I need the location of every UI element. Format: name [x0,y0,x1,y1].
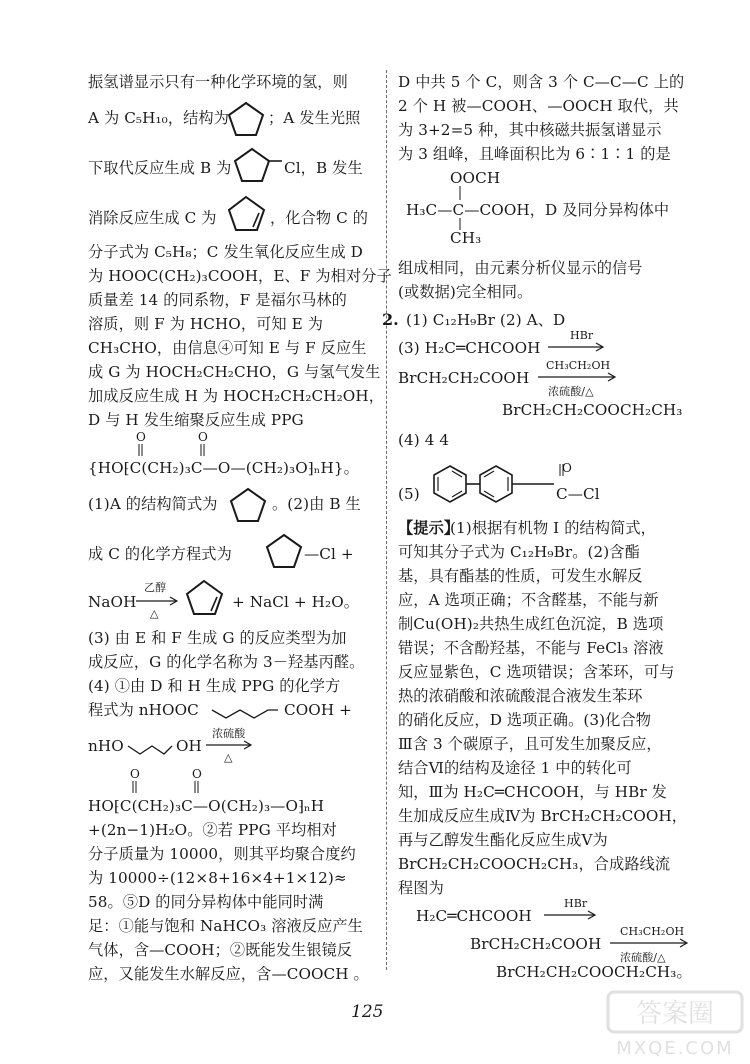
text-line: H₃C—C—COOH，D 及同分异构体中 [406,201,670,219]
carbonyl-o: O [198,430,208,444]
text-line: (3) H₂C═CHCOOH [398,339,541,357]
reaction-arrow [544,910,598,920]
watermark-logo-icon [606,990,744,1060]
text-line: D 中共 5 个 C，则含 3 个 C—C—C 上的 [398,73,685,91]
text-line: H₂C═CHCOOH [416,907,532,925]
text-line: (1)根据有机物 I 的结构简式， [450,519,656,537]
arrow-label: HBr [564,897,588,910]
ppg-formula: {HO⁅C(CH₂)₃C—O—(CH₂)₃O⁆ₙH}。 [88,459,359,477]
text-line: 生加成反应生成Ⅳ为 BrCH₂CH₂COOH， [398,807,688,825]
text-line: 程式为 nHOOC [88,701,199,719]
text-line: ；A 发生光照 [268,109,361,127]
text-line: 气体，含—COOH；②既能发生银镜反 [88,941,353,959]
arrow-label: 浓硫酸/△ [620,951,666,964]
text-line: OH [176,737,202,755]
arrow-label: 乙醇 [144,581,167,594]
text-line: 结合Ⅵ的结构及途径 1 中的转化可 [398,759,632,777]
arrow-label: CH₃CH₂OH [546,359,611,372]
text-line: 分子质量为 10000，则其平均聚合度约 [88,845,356,863]
text-line: 58。⑤D 的同分异构体中能同时满 [88,893,324,911]
carbonyl-o: O [192,767,202,781]
text-line: 消除反应生成 C 为 [88,209,217,227]
text-line: 的硝化反应，D 选项正确。(3)化合物 [398,711,652,729]
text-line: 错误；不含酚羟基，不能与 FeCl₃ 溶液 [398,639,664,657]
page-number: 125 [351,1002,384,1022]
text-line: (4) ①由 D 和 H 生成 PPG 的化学方 [88,677,341,695]
text-line: ，化合物 C 的 [270,209,369,227]
bond-line [458,186,462,200]
text-line: 振氢谱显示只有一种化学环境的氢，则 [88,73,348,91]
cyclopentene-icon [184,578,226,618]
carbonyl-o: O [136,430,146,444]
text-line: 基，具有酯基的性质，可发生水解反 [398,567,643,585]
chlorocyclopentane-icon [266,532,306,570]
text-line: 再与乙醇发生酯化反应生成Ⅴ为 [398,831,608,849]
text-line: NaOH [88,593,137,611]
text-line: 为 3 组峰，且峰面积比为 6∶1∶1 的是 [398,145,671,163]
double-bond-lines [88,780,248,794]
text-line: BrCH₂CH₂COOCH₂CH₃，合成路线流 [398,855,671,873]
column-divider [386,70,387,970]
double-bond-lines [88,443,248,457]
svg-text:MXQE.COM: MXQE.COM [616,1038,734,1059]
reaction-arrow [548,342,606,352]
text-line: BrCH₂CH₂COOH [398,369,530,387]
text-line: (4) 4 4 [398,431,450,449]
arrow-label: HBr [570,329,594,342]
text-line: (5) [398,485,420,503]
text-line: OOCH [450,169,501,187]
text-line: 成 C 的化学方程式为 [88,545,232,563]
carbonyl-o: O [130,767,140,781]
text-line: 2 个 H 被—COOH、—OOCH 取代，共 [398,97,679,115]
zigzag-chain-icon [210,700,280,720]
text-line: + NaCl + H₂O。 [232,593,360,611]
cyclopentane-icon [228,486,268,524]
text-line: 知，Ⅲ为 H₂C═CHCOOH，与 HBr 发 [398,783,667,801]
text-line: BrCH₂CH₂COOCH₂CH₃ [502,401,683,419]
text-line: A 为 C₅H₁₀，结构为 [88,109,229,127]
text-line: BrCH₂CH₂COOCH₂CH₃。 [496,963,692,981]
text-line: 程图为 [398,879,444,897]
text-line: COOH + [284,701,352,719]
text-line: 成 G 为 HOCH₂CH₂CHO，G 与氢气发生 [88,363,381,381]
text-line: 热的浓硝酸和浓硫酸混合液发生苯环 [398,687,643,705]
text-line: D 与 H 发生缩聚反应生成 PPG [88,411,304,429]
text-line: 为 3+2=5 种，其中核磁共振氢谱显示 [398,121,662,139]
text-line: Ⅲ含 3 个碳原子，且可发生加聚反应， [398,735,662,753]
arrow-label: 浓硫酸/△ [548,385,594,398]
reaction-arrow [610,938,690,948]
cyclopentene-icon [226,194,268,234]
carbonyl-o: O [562,461,572,475]
hint-label: 【提示】 [398,519,460,537]
text-line: 应，A 选项正确；不含醛基，不能与新 [398,591,659,609]
text-line: 反应显紫色，C 选项错误；含苯环，可与 [398,663,675,681]
text-line: 下取代反应生成 B 为 [88,159,232,177]
text-line: 为 10000÷(12×8+16×4+1×12)≈ [88,869,347,887]
text-line: CH₃ [450,229,482,247]
ppg-formula: HO⁅C(CH₂)₃C—O(CH₂)₃—O⁆ₙH [88,797,325,815]
text-line: (3) 由 E 和 F 生成 G 的反应类型为加 [88,629,347,647]
text-line: 分子式为 C₅H₈；C 发生氧化反应生成 D [88,243,363,261]
arrow-label: △ [150,607,159,620]
text-line: 组成相同，由元素分析仪显示的信号 [398,259,643,277]
text-line: 应，又能发生水解反应，含—COOCH 。 [88,965,369,983]
text-line: 质量差 14 的同系物，F 是福尔马林的 [88,291,347,309]
arrow-label: 浓硫酸 [212,727,246,740]
zigzag-chain-icon [126,736,174,756]
text-line: 可知其分子式为 C₁₂H₉Br。(2)含酯 [398,543,640,561]
text-line: 为 HOOC(CH₂)₃COOH，E、F 为相对分子 [88,267,392,285]
cyclopentane-icon [226,100,266,138]
text-line: 足：①能与饱和 NaHCO₃ 溶液反应产生 [88,917,363,935]
biphenyl-acyl-chloride-icon [428,460,562,512]
text-line: 。(2)由 B 生 [272,495,361,513]
text-line: nHO [88,737,124,755]
text-line: 加成反应生成 H 为 HOCH₂CH₂CH₂OH， [88,387,384,405]
svg-text:答案圈: 答案圈 [635,999,715,1029]
text-line: (1)A 的结构简式为 [88,495,218,513]
text-line: 溶质，则 F 为 HCHO，可知 E 为 [88,315,324,333]
reaction-arrow [538,372,618,382]
arrow-label: CH₃CH₂OH [620,925,685,938]
text-line: C—Cl [556,485,600,503]
text-line: 成反应，G 的化学名称为 3－羟基丙醛。 [88,653,365,671]
text-line: CH₃CHO，由信息④可知 E 与 F 反应生 [88,339,367,357]
text-line: +(2n−1)H₂O。②若 PPG 平均相对 [88,821,337,839]
text-line: Cl，B 发生 [284,159,363,177]
question-number: 2. [382,310,399,329]
text-line: (或数据)完全相同。 [398,283,533,301]
arrow-label: △ [224,751,233,764]
text-line: BrCH₂CH₂COOH [470,935,602,953]
text-line: 制Cu(OH)₂共热生成红色沉淀，B 选项 [398,615,664,633]
text-line: —Cl + [304,545,354,563]
text-line: (1) C₁₂H₉Br (2) A、D [406,311,566,329]
chlorocyclopentane-icon [234,146,284,184]
